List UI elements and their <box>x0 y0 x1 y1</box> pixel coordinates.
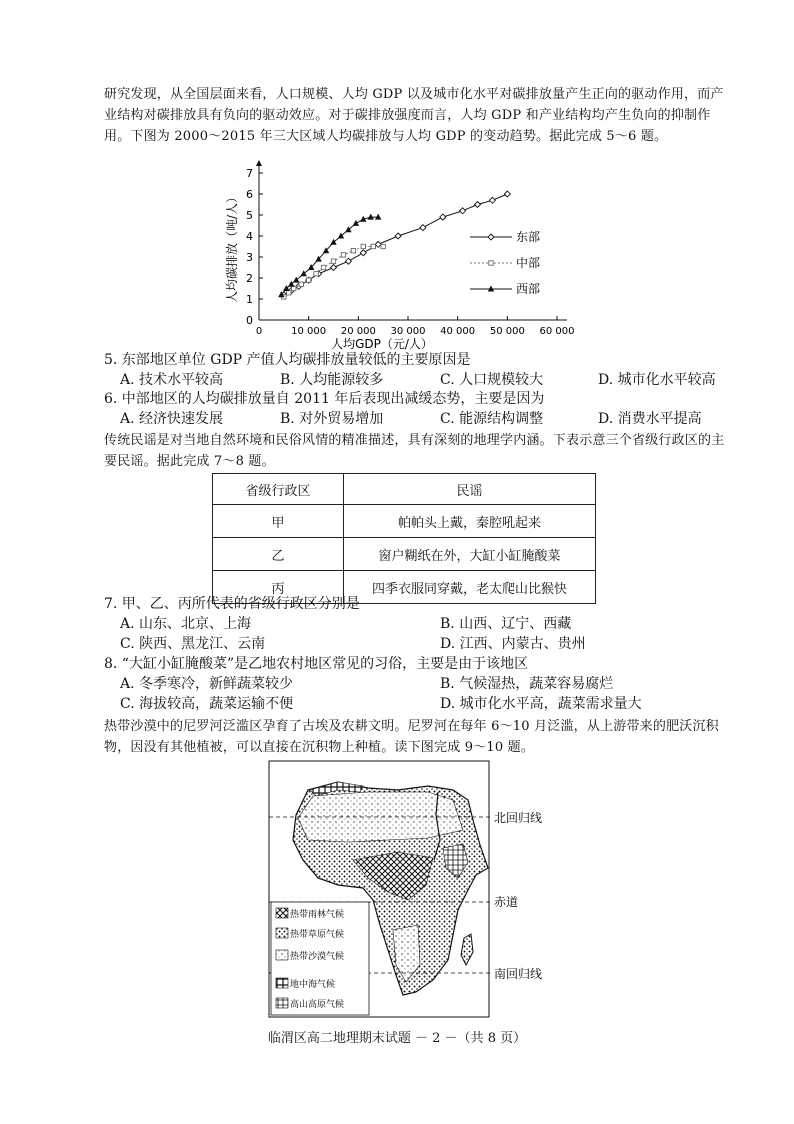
q6-option-c[interactable]: C. 能源结构调整 <box>440 411 544 427</box>
question-8-stem: 8. “大缸小缸腌酸菜”是乙地农村地区常见的习俗，主要是由于该地区 <box>104 656 529 672</box>
data-point <box>371 244 375 248</box>
y-tick-label: 7 <box>246 167 253 180</box>
series-中部 <box>282 244 386 299</box>
table-row <box>213 538 596 571</box>
data-point <box>321 265 325 269</box>
x-tick-label: 40 000 <box>440 326 476 337</box>
map-legend <box>271 902 369 1015</box>
data-point <box>420 225 426 231</box>
tropic-south-label: 南回归线 <box>494 967 543 981</box>
data-point <box>460 208 466 214</box>
x-axis-label: 人均GDP（元/人） <box>331 337 433 351</box>
intro-paragraph-nile: 热带沙漠中的尼罗河泛滥区孕育了古埃及农耕文明。尼罗河在每年 6～10 月泛滥，从上游带来的肥沃沉积物，因没有其他植被，可以直接在沉积物上种植。读下图完成 9～10 题。 <box>104 719 719 755</box>
q5-option-d[interactable]: D. 城市化水平较高 <box>598 372 716 388</box>
x-tick-label: 0 <box>255 326 263 337</box>
y-tick-label: 3 <box>246 251 253 264</box>
q5-option-b[interactable]: B. 人均能源较多 <box>280 372 384 388</box>
data-point <box>288 281 294 287</box>
q8-option-b[interactable]: B. 气候湿热，蔬菜容易腐烂 <box>440 676 614 692</box>
data-point <box>293 277 299 283</box>
y-tick-label: 1 <box>246 293 253 306</box>
y-tick-label: 4 <box>246 230 253 243</box>
y-tick-label: 6 <box>246 188 253 201</box>
legend-label-mediterranean: 地中海气候 <box>290 980 336 990</box>
q6-option-a[interactable]: A. 经济快速发展 <box>120 411 224 427</box>
q7-option-b[interactable]: B. 山西、辽宁、西藏 <box>440 616 572 632</box>
data-point <box>345 258 351 264</box>
y-tick-label: 0 <box>246 314 253 327</box>
data-point <box>314 272 318 276</box>
data-point <box>504 191 510 197</box>
x-tick-label: 50 000 <box>489 326 525 337</box>
legend-marker <box>488 234 494 240</box>
legend-label-rainforest: 热带雨林气候 <box>290 910 345 920</box>
legend-label-desert: 热带沙漠气候 <box>290 952 345 962</box>
table-cell: 四季衣服同穿戴，老太爬山比猴快 <box>344 571 596 604</box>
data-point <box>351 249 355 253</box>
data-point <box>299 282 303 286</box>
data-point <box>381 244 385 248</box>
q7-option-d[interactable]: D. 江西、内蒙古、贵州 <box>440 636 586 652</box>
table-cell: 甲 <box>213 505 344 538</box>
data-point <box>287 291 291 295</box>
legend-marker <box>489 261 493 265</box>
question-5-stem: 5. 东部地区单位 GDP 产值人均碳排放量较低的主要原因是 <box>104 352 471 368</box>
question-6-stem: 6. 中部地区的人均碳排放量自 2011 年后表现出减缓态势，主要是因为 <box>104 391 545 407</box>
data-point <box>331 265 337 271</box>
table-header-ballad: 民谣 <box>344 474 596 505</box>
y-axis-label: 人均碳排放（吨/人） <box>225 190 239 304</box>
table-cell: 乙 <box>213 538 344 571</box>
x-tick-label: 30 000 <box>390 326 426 337</box>
table-row <box>213 505 596 538</box>
legend-swatch-rainforest <box>276 908 288 918</box>
data-point <box>353 220 359 226</box>
table-cell: 窗户糊纸在外，大缸小缸腌酸菜 <box>344 538 596 571</box>
q8-option-c[interactable]: C. 海拔较高，蔬菜运输不便 <box>120 696 294 712</box>
data-point <box>338 233 344 239</box>
legend-swatch-mediterranean <box>276 978 288 988</box>
q8-option-d[interactable]: D. 城市化水平高，蔬菜需求量大 <box>440 696 642 712</box>
carbon-gdp-line-chart <box>212 155 582 355</box>
data-point <box>440 214 446 220</box>
q5-option-a[interactable]: A. 技术水平较高 <box>120 372 224 388</box>
q6-option-d[interactable]: D. 消费水平提高 <box>598 411 702 427</box>
data-point <box>475 202 481 208</box>
tropic-north-label: 北回归线 <box>494 811 543 825</box>
data-point <box>292 286 296 290</box>
data-point <box>345 226 351 232</box>
series-line <box>284 194 508 295</box>
intro-paragraph-carbon: 研究发现，从全国层面来看，人口规模、人均 GDP 以及城市化水平对碳排放量产生正向的驱动作用，而产业结构对碳排放具有负向的驱动效应。对于碳排放强度而言，人均 GDP 和产业结构均产生负向的抑制作用。下图为 2000～2015 年三大区域人均碳排放与人均 GDP 的变动趋势。据此完成 5～6 题。 <box>104 87 724 144</box>
table-cell: 帕帕头上戴，秦腔吼起来 <box>344 505 596 538</box>
question-7-stem: 7. 甲、乙、丙所代表的省级行政区分别是 <box>104 596 360 612</box>
q5-option-c[interactable]: C. 人口规模较大 <box>440 372 544 388</box>
table-cell: 丙 <box>213 571 344 604</box>
legend-label: 东部 <box>516 230 541 244</box>
y-tick-label: 5 <box>246 209 253 222</box>
series-西部 <box>278 214 381 298</box>
legend-swatch-savanna <box>276 928 288 938</box>
legend-swatch-highland <box>276 998 288 1008</box>
q7-option-a[interactable]: A. 山东、北京、上海 <box>120 616 252 632</box>
x-tick-label: 60 000 <box>539 326 575 337</box>
q6-option-b[interactable]: B. 对外贸易增加 <box>280 411 384 427</box>
data-point <box>395 233 401 239</box>
series-东部 <box>281 191 511 298</box>
data-point <box>341 253 345 257</box>
intro-paragraph-ballads: 传统民谣是对当地自然环境和民俗风情的精准描述，具有深刻的地理学内涵。下表示意三个省级行政区的主要民谣。据此完成 7～8 题。 <box>104 433 725 469</box>
equator-label: 赤道 <box>494 895 519 909</box>
x-tick-label: 20 000 <box>340 326 376 337</box>
legend-label: 西部 <box>516 282 541 296</box>
data-point <box>489 197 495 203</box>
ballad-table <box>212 473 596 604</box>
data-point <box>301 270 307 276</box>
africa-climate-map <box>268 760 568 1020</box>
legend-label-highland: 高山高原气候 <box>290 1000 345 1010</box>
legend-label: 中部 <box>516 256 541 270</box>
page-footer: 临渭区高二地理期末试题 － 2 －（共 8 页） <box>267 1031 527 1046</box>
table-header-province: 省级行政区 <box>213 474 344 505</box>
data-point <box>283 285 289 291</box>
data-point <box>361 244 365 248</box>
data-point <box>330 239 336 245</box>
y-tick-label: 2 <box>246 272 253 285</box>
legend-swatch-desert <box>276 950 288 960</box>
legend-label-savanna: 热带草原气候 <box>290 930 345 940</box>
q7-option-c[interactable]: C. 陕西、黑龙江、云南 <box>120 636 266 652</box>
data-point <box>360 250 366 256</box>
q8-option-a[interactable]: A. 冬季寒冷，新鲜蔬菜较少 <box>120 676 294 692</box>
data-point <box>306 278 310 282</box>
data-point <box>331 259 335 263</box>
x-tick-label: 10 000 <box>291 326 327 337</box>
